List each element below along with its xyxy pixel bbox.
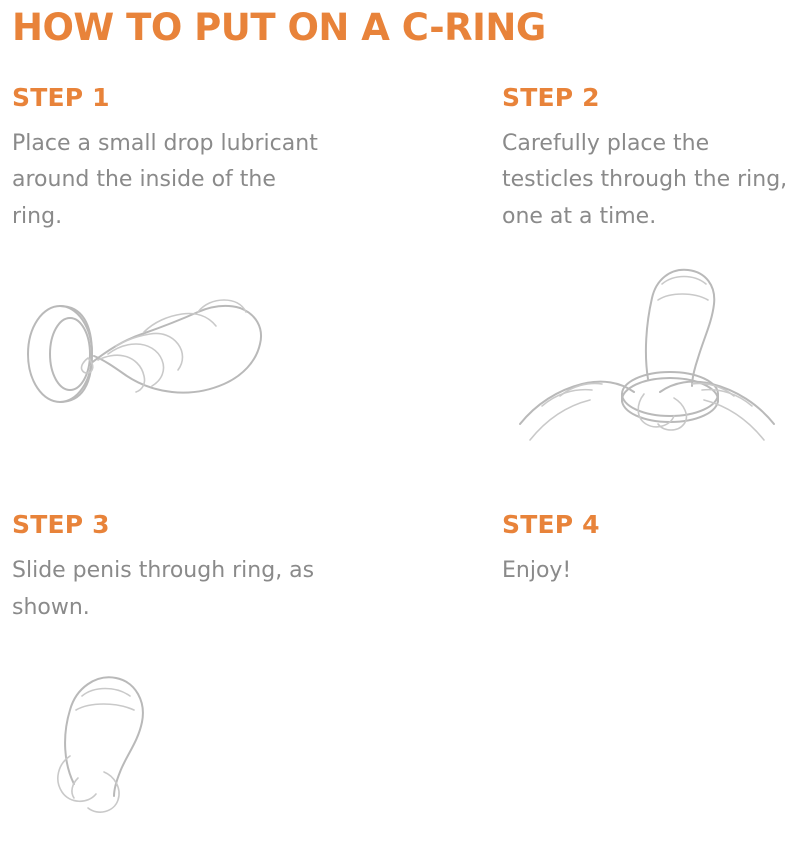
step-2-text: Carefully place the testicles through the ring, one at a time. xyxy=(502,130,788,230)
step-3-text: Slide penis through ring, as shown. xyxy=(12,557,315,620)
step-3-cell xyxy=(12,454,502,824)
step-4-label: STEP 4 xyxy=(502,509,600,539)
step-1-text: Place a small drop lubricant around the inside of the ring. xyxy=(12,130,318,230)
step-3-illustration xyxy=(12,644,502,824)
step-1-cell xyxy=(12,83,502,454)
step-2-label: STEP 2 xyxy=(502,82,600,112)
step-4-text: Enjoy! xyxy=(502,557,572,583)
steps-grid xyxy=(12,82,788,825)
step-2-illustration xyxy=(502,254,790,454)
step-1-illustration xyxy=(12,254,502,454)
step-3-label: STEP 3 xyxy=(12,509,110,539)
step-2-cell xyxy=(502,83,790,454)
step-1-label: STEP 1 xyxy=(12,82,110,112)
step-4-cell xyxy=(502,454,790,824)
page-title: HOW TO PUT ON A C-RING xyxy=(12,6,546,49)
